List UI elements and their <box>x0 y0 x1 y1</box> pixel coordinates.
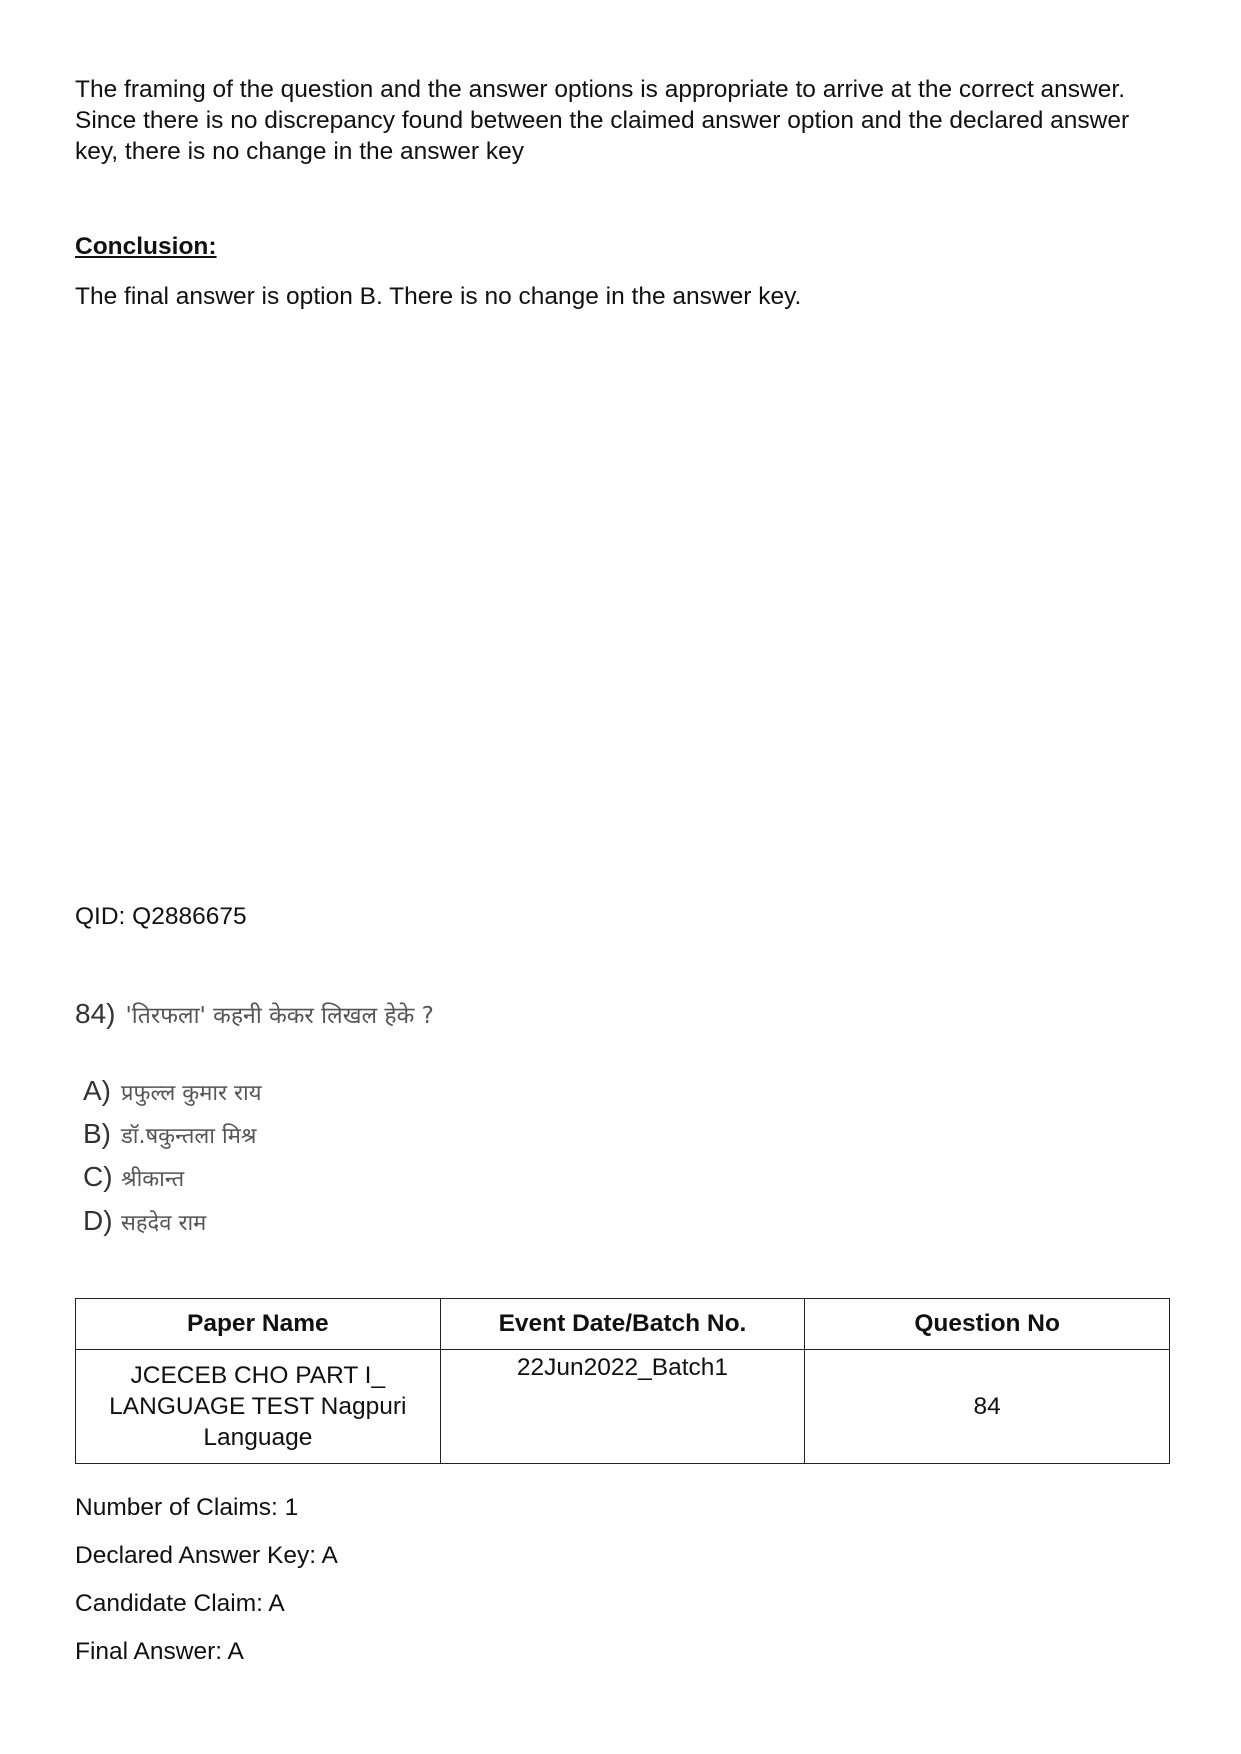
cell-event-date <box>440 1350 805 1464</box>
option-text: डॉ.षकुन्तला मिश्र <box>121 1124 257 1149</box>
explanation-line: The framing of the question and the answer options is appropriate to arrive at the correct answer. <box>75 76 1125 103</box>
option-label: D) <box>83 1205 113 1236</box>
option-a <box>83 1075 262 1107</box>
question-text: 'तिरफला' कहनी केकर लिखल हेके ? <box>125 1003 434 1029</box>
option-text: प्रफुल्ल कुमार राय <box>121 1081 262 1106</box>
question-block <box>75 998 434 1030</box>
table-header-row <box>76 1299 1170 1350</box>
number-of-claims: Number of Claims: 1 <box>75 1494 299 1521</box>
explanation-line: key, there is no change in the answer key <box>75 138 524 165</box>
option-label: A) <box>83 1075 111 1106</box>
header-paper-name: Paper Name <box>76 1299 441 1350</box>
option-c <box>83 1161 184 1193</box>
header-event-date: Event Date/Batch No. <box>440 1299 805 1350</box>
header-question-no: Question No <box>805 1299 1170 1350</box>
option-text: सहदेव राम <box>121 1211 207 1236</box>
option-label: B) <box>83 1118 111 1149</box>
option-b <box>83 1118 256 1150</box>
paper-name-line: LANGUAGE TEST Nagpuri <box>109 1393 407 1420</box>
event-date-value: 22Jun2022_Batch1 <box>516 1354 729 1381</box>
paper-info-table <box>75 1298 1170 1464</box>
paper-name-line: JCECEB CHO PART I_ <box>130 1362 386 1389</box>
option-label: C) <box>83 1161 113 1192</box>
declared-answer-key: Declared Answer Key: A <box>75 1542 338 1569</box>
explanation-paragraph <box>75 74 1175 167</box>
explanation-line: Since there is no discrepancy found between the claimed answer option and the declared answer <box>75 107 1130 134</box>
table-row <box>76 1350 1170 1464</box>
final-answer: Final Answer: A <box>75 1638 244 1665</box>
paper-name-line: Language <box>203 1424 313 1451</box>
conclusion-text: The final answer is option B. There is no change in the answer key. <box>75 283 802 310</box>
question-number: 84) <box>75 998 116 1029</box>
option-text: श्रीकान्त <box>121 1167 185 1192</box>
candidate-claim: Candidate Claim: A <box>75 1590 285 1617</box>
cell-paper-name <box>76 1350 441 1464</box>
question-id: QID: Q2886675 <box>75 903 247 930</box>
conclusion-heading: Conclusion: <box>75 233 217 260</box>
cell-question-no: 84 <box>805 1350 1170 1464</box>
option-d <box>83 1205 206 1237</box>
